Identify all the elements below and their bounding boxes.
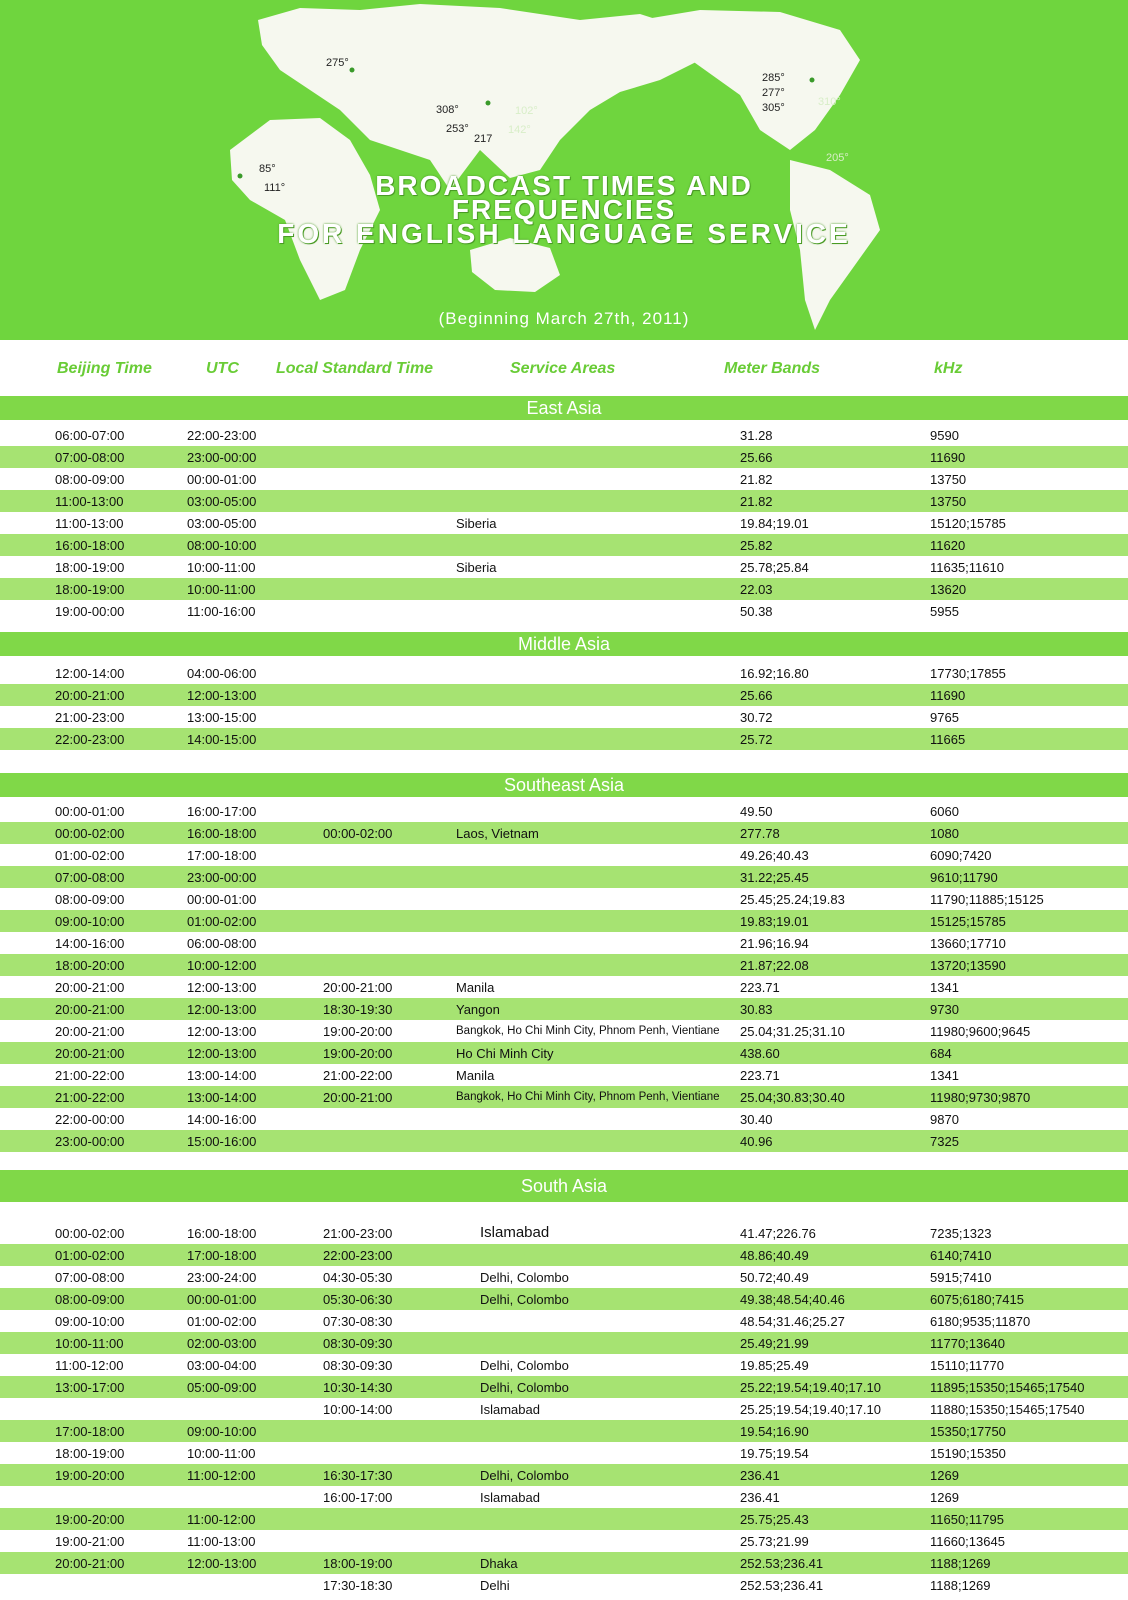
meter-bands-cell: 30.83 <box>740 1002 773 1017</box>
service-area-cell: Islamabad <box>480 1224 550 1241</box>
beijing-time-cell: 23:00-00:00 <box>55 1134 125 1149</box>
khz-cell: 11620 <box>930 538 966 553</box>
table-row <box>0 1398 1128 1420</box>
beijing-time-cell: 09:00-10:00 <box>55 1314 125 1329</box>
khz-cell: 1269 <box>930 1490 959 1505</box>
khz-cell: 13620 <box>930 582 967 597</box>
utc-cell: 03:00-05:00 <box>187 516 257 531</box>
meter-bands-cell: 30.72 <box>740 710 773 725</box>
beijing-time-cell: 22:00-00:00 <box>55 1112 125 1127</box>
service-area-cell: Bangkok, Ho Chi Minh City, Phnom Penh, Vientiane <box>456 1025 720 1037</box>
beijing-time-cell: 20:00-21:00 <box>55 1046 125 1061</box>
utc-cell: 00:00-01:00 <box>187 1292 257 1307</box>
utc-cell: 11:00-13:00 <box>187 1534 256 1549</box>
service-area-cell: Yangon <box>456 1002 500 1017</box>
meter-bands-cell: 25.66 <box>740 450 773 465</box>
map-label: 310° <box>818 96 841 108</box>
khz-cell: 1269 <box>930 1468 959 1483</box>
table-row <box>0 1042 1128 1064</box>
table-row <box>0 424 1128 446</box>
utc-cell: 10:00-11:00 <box>187 560 256 575</box>
beijing-time-cell: 07:00-08:00 <box>55 1270 125 1285</box>
utc-cell: 03:00-04:00 <box>187 1358 257 1373</box>
utc-cell: 04:00-06:00 <box>187 666 257 681</box>
khz-cell: 7325 <box>930 1134 959 1149</box>
map-north-america <box>640 10 860 150</box>
local-time-cell: 00:00-02:00 <box>323 826 393 841</box>
meter-bands-cell: 16.92;16.80 <box>740 666 809 681</box>
meter-bands-cell: 25.45;25.24;19.83 <box>740 892 845 907</box>
meter-bands-cell: 25.04;30.83;30.40 <box>740 1090 845 1105</box>
service-area-cell: Siberia <box>456 516 497 531</box>
khz-cell: 11650;11795 <box>930 1512 1004 1527</box>
beijing-time-cell: 08:00-09:00 <box>55 1292 125 1307</box>
service-area-cell: Delhi, Colombo <box>480 1292 569 1307</box>
utc-cell: 11:00-12:00 <box>187 1512 256 1527</box>
utc-cell: 11:00-16:00 <box>187 604 256 619</box>
khz-cell: 13750 <box>930 472 967 487</box>
utc-cell: 13:00-15:00 <box>187 710 257 725</box>
service-area-cell: Manila <box>456 980 495 995</box>
beijing-time-cell: 11:00-12:00 <box>55 1358 124 1373</box>
beijing-time-cell: 07:00-08:00 <box>55 870 125 885</box>
khz-cell: 1341 <box>930 1068 959 1083</box>
beijing-time-cell: 11:00-13:00 <box>55 494 124 509</box>
beijing-time-cell: 08:00-09:00 <box>55 472 125 487</box>
khz-cell: 11690 <box>930 450 966 465</box>
meter-bands-cell: 21.82 <box>740 472 773 487</box>
beijing-time-cell: 01:00-02:00 <box>55 1248 125 1263</box>
beijing-time-cell: 20:00-21:00 <box>55 980 125 995</box>
beijing-time-cell: 01:00-02:00 <box>55 848 125 863</box>
section-header: Middle Asia <box>0 632 1128 656</box>
meter-bands-cell: 31.28 <box>740 428 773 443</box>
khz-cell: 5955 <box>930 604 959 619</box>
khz-cell: 11895;15350;15465;17540 <box>930 1380 1085 1395</box>
utc-cell: 10:00-12:00 <box>187 958 257 973</box>
table-row <box>0 1574 1128 1596</box>
beijing-time-cell: 21:00-22:00 <box>55 1068 125 1083</box>
utc-cell: 00:00-01:00 <box>187 472 257 487</box>
utc-cell: 11:00-12:00 <box>187 1468 256 1483</box>
meter-bands-cell: 223.71 <box>740 980 780 995</box>
local-time-cell: 22:00-23:00 <box>323 1248 393 1263</box>
beijing-time-cell: 00:00-01:00 <box>55 804 125 819</box>
table-row <box>0 1332 1128 1354</box>
table-row <box>0 1486 1128 1508</box>
table-row <box>0 728 1128 750</box>
service-area-cell: Delhi, Colombo <box>480 1380 569 1395</box>
map-label: 102° <box>515 105 538 117</box>
meter-bands-cell: 277.78 <box>740 826 780 841</box>
khz-cell: 6180;9535;11870 <box>930 1314 1031 1329</box>
khz-cell: 1188;1269 <box>930 1556 991 1571</box>
khz-cell: 684 <box>930 1046 952 1061</box>
beijing-time-cell: 18:00-20:00 <box>55 958 125 973</box>
utc-cell: 12:00-13:00 <box>187 1556 257 1571</box>
meter-bands-cell: 31.22;25.45 <box>740 870 809 885</box>
table-row <box>0 800 1128 822</box>
khz-cell: 11665 <box>930 732 966 747</box>
khz-cell: 15120;15785 <box>930 516 1006 531</box>
utc-cell: 05:00-09:00 <box>187 1380 257 1395</box>
beijing-time-cell: 20:00-21:00 <box>55 1024 125 1039</box>
table-row <box>0 1310 1128 1332</box>
local-time-cell: 04:30-05:30 <box>323 1270 393 1285</box>
beijing-time-cell: 19:00-20:00 <box>55 1468 125 1483</box>
table-row <box>0 1086 1128 1108</box>
khz-cell: 15350;17750 <box>930 1424 1006 1439</box>
khz-cell: 6075;6180;7415 <box>930 1292 1024 1307</box>
table-row <box>0 490 1128 512</box>
service-area-cell: Delhi <box>480 1578 510 1593</box>
beijing-time-cell: 17:00-18:00 <box>55 1424 125 1439</box>
beijing-time-cell: 21:00-23:00 <box>55 710 125 725</box>
khz-cell: 6090;7420 <box>930 848 992 863</box>
beijing-time-cell: 21:00-22:00 <box>55 1090 125 1105</box>
utc-cell: 16:00-17:00 <box>187 804 257 819</box>
table-row <box>0 1508 1128 1530</box>
table-row <box>0 1244 1128 1266</box>
table-row <box>0 1376 1128 1398</box>
title-line-3: FOR ENGLISH LANGUAGE SERVICE <box>277 218 851 249</box>
map-label: 275° <box>326 57 349 69</box>
service-area-cell: Islamabad <box>480 1490 540 1505</box>
table-row <box>0 1354 1128 1376</box>
local-time-cell: 21:00-22:00 <box>323 1068 393 1083</box>
utc-cell: 14:00-16:00 <box>187 1112 257 1127</box>
meter-bands-cell: 252.53;236.41 <box>740 1578 824 1593</box>
table-row <box>0 1552 1128 1574</box>
meter-bands-cell: 48.54;31.46;25.27 <box>740 1314 845 1329</box>
beijing-time-cell: 07:00-08:00 <box>55 450 125 465</box>
utc-cell: 01:00-02:00 <box>187 1314 257 1329</box>
utc-cell: 06:00-08:00 <box>187 936 257 951</box>
utc-cell: 12:00-13:00 <box>187 1002 257 1017</box>
khz-cell: 9610;11790 <box>930 870 998 885</box>
local-time-cell: 18:00-19:00 <box>323 1556 393 1571</box>
beijing-time-cell: 19:00-21:00 <box>55 1534 125 1549</box>
meter-bands-cell: 49.26;40.43 <box>740 848 809 863</box>
meter-bands-cell: 19.85;25.49 <box>740 1358 809 1373</box>
beijing-time-cell: 20:00-21:00 <box>55 1556 125 1571</box>
utc-cell: 23:00-24:00 <box>187 1270 257 1285</box>
meter-bands-cell: 438.60 <box>740 1046 780 1061</box>
khz-cell: 11880;15350;15465;17540 <box>930 1402 1085 1417</box>
khz-cell: 11770;13640 <box>930 1336 1005 1351</box>
khz-cell: 11790;11885;15125 <box>930 892 1044 907</box>
section-header: South Asia <box>0 1170 1128 1202</box>
khz-cell: 1341 <box>930 980 959 995</box>
beijing-time-cell: 00:00-02:00 <box>55 826 125 841</box>
meter-bands-cell: 50.72;40.49 <box>740 1270 809 1285</box>
title-line-2: FREQUENCIES <box>451 194 677 225</box>
khz-cell: 11660;13645 <box>930 1534 1005 1549</box>
utc-cell: 16:00-18:00 <box>187 826 257 841</box>
beijing-time-cell: 12:00-14:00 <box>55 666 125 681</box>
meter-bands-cell: 49.38;48.54;40.46 <box>740 1292 845 1307</box>
map-label: 277° <box>762 87 785 99</box>
service-area-cell: Siberia <box>456 560 497 575</box>
table-row <box>0 932 1128 954</box>
utc-cell: 13:00-14:00 <box>187 1090 257 1105</box>
beijing-time-cell: 13:00-17:00 <box>55 1380 125 1395</box>
table-row <box>0 1464 1128 1486</box>
beijing-time-cell: 20:00-21:00 <box>55 688 125 703</box>
meter-bands-cell: 19.75;19.54 <box>740 1446 809 1461</box>
meter-bands-cell: 252.53;236.41 <box>740 1556 824 1571</box>
table-row <box>0 844 1128 866</box>
service-area-cell: Delhi, Colombo <box>480 1468 569 1483</box>
khz-cell: 15190;15350 <box>930 1446 1006 1461</box>
meter-bands-cell: 236.41 <box>740 1490 780 1505</box>
beijing-time-cell: 14:00-16:00 <box>55 936 125 951</box>
utc-cell: 17:00-18:00 <box>187 1248 257 1263</box>
local-time-cell: 20:00-21:00 <box>323 1090 393 1105</box>
utc-cell: 08:00-10:00 <box>187 538 257 553</box>
table-row <box>0 684 1128 706</box>
local-time-cell: 17:30-18:30 <box>323 1578 393 1593</box>
utc-cell: 03:00-05:00 <box>187 494 257 509</box>
khz-cell: 9590 <box>930 428 959 443</box>
khz-cell: 13660;17710 <box>930 936 1006 951</box>
khz-cell: 15125;15785 <box>930 914 1006 929</box>
beijing-time-cell: 22:00-23:00 <box>55 732 125 747</box>
meter-bands-cell: 25.25;19.54;19.40;17.10 <box>740 1402 881 1417</box>
meter-bands-cell: 19.54;16.90 <box>740 1424 809 1439</box>
local-time-cell: 10:30-14:30 <box>323 1380 393 1395</box>
header-local-standard-time: Local Standard Time <box>276 360 434 377</box>
utc-cell: 00:00-01:00 <box>187 892 257 907</box>
local-time-cell: 07:30-08:30 <box>323 1314 393 1329</box>
map-label: 111° <box>264 182 286 194</box>
table-row <box>0 556 1128 578</box>
beijing-time-cell: 16:00-18:00 <box>55 538 125 553</box>
table-row <box>0 888 1128 910</box>
subtitle: (Beginning March 27th, 2011) <box>438 309 690 328</box>
utc-cell: 17:00-18:00 <box>187 848 257 863</box>
table-row <box>0 1420 1128 1442</box>
meter-bands-cell: 19.84;19.01 <box>740 516 809 531</box>
section-header: Southeast Asia <box>0 773 1128 797</box>
local-time-cell: 08:30-09:30 <box>323 1358 393 1373</box>
meter-bands-cell: 21.82 <box>740 494 773 509</box>
column-headers <box>0 352 1128 386</box>
map-label: 205° <box>826 152 849 164</box>
service-area-cell: Delhi, Colombo <box>480 1358 569 1373</box>
title-line-1: BROADCAST TIMES AND <box>375 170 753 201</box>
service-area-cell: Islamabad <box>480 1402 540 1417</box>
local-time-cell: 10:00-14:00 <box>323 1402 393 1417</box>
local-time-cell: 19:00-20:00 <box>323 1024 393 1039</box>
khz-cell: 11635;11610 <box>930 560 1004 575</box>
utc-cell: 02:00-03:00 <box>187 1336 257 1351</box>
local-time-cell: 08:30-09:30 <box>323 1336 393 1351</box>
table-row <box>0 1222 1128 1244</box>
header-meter-bands: Meter Bands <box>724 360 821 377</box>
table-row <box>0 1288 1128 1310</box>
khz-cell: 15110;11770 <box>930 1358 1004 1373</box>
utc-cell: 22:00-23:00 <box>187 428 257 443</box>
beijing-time-cell: 09:00-10:00 <box>55 914 125 929</box>
map-label: 142° <box>508 124 531 136</box>
map-label: 253° <box>446 123 469 135</box>
table-row <box>0 1108 1128 1130</box>
meter-bands-cell: 41.47;226.76 <box>740 1226 816 1241</box>
banner <box>0 0 1128 340</box>
table-row <box>0 1266 1128 1288</box>
table-row <box>0 600 1128 622</box>
local-time-cell: 16:30-17:30 <box>323 1468 393 1483</box>
utc-cell: 12:00-13:00 <box>187 688 257 703</box>
utc-cell: 15:00-16:00 <box>187 1134 257 1149</box>
meter-bands-cell: 223.71 <box>740 1068 780 1083</box>
header-beijing-time: Beijing Time <box>57 360 152 377</box>
utc-cell: 23:00-00:00 <box>187 870 257 885</box>
map-label: 85° <box>259 163 276 175</box>
meter-bands-cell: 21.87;22.08 <box>740 958 809 973</box>
utc-cell: 16:00-18:00 <box>187 1226 257 1241</box>
utc-cell: 23:00-00:00 <box>187 450 257 465</box>
table-row <box>0 578 1128 600</box>
utc-cell: 12:00-13:00 <box>187 1024 257 1039</box>
utc-cell: 09:00-10:00 <box>187 1424 257 1439</box>
khz-cell: 6140;7410 <box>930 1248 992 1263</box>
local-time-cell: 05:30-06:30 <box>323 1292 393 1307</box>
meter-bands-cell: 25.82 <box>740 538 773 553</box>
table-row <box>0 534 1128 556</box>
khz-cell: 11980;9600;9645 <box>930 1024 1031 1039</box>
meter-bands-cell: 49.50 <box>740 804 773 819</box>
meter-bands-cell: 25.75;25.43 <box>740 1512 809 1527</box>
map-label: 285° <box>762 72 785 84</box>
beijing-time-cell: 00:00-02:00 <box>55 1226 125 1241</box>
khz-cell: 17730;17855 <box>930 666 1006 681</box>
utc-cell: 13:00-14:00 <box>187 1068 257 1083</box>
header-utc: UTC <box>206 360 239 377</box>
section-header: East Asia <box>0 396 1128 420</box>
khz-cell: 11980;9730;9870 <box>930 1090 1031 1105</box>
utc-cell: 12:00-13:00 <box>187 980 257 995</box>
beijing-time-cell: 19:00-00:00 <box>55 604 125 619</box>
table-row <box>0 512 1128 534</box>
meter-bands-cell: 25.73;21.99 <box>740 1534 809 1549</box>
meter-bands-cell: 22.03 <box>740 582 773 597</box>
khz-cell: 5915;7410 <box>930 1270 992 1285</box>
utc-cell: 01:00-02:00 <box>187 914 257 929</box>
table-row <box>0 910 1128 932</box>
khz-cell: 7235;1323 <box>930 1226 992 1241</box>
khz-cell: 11690 <box>930 688 966 703</box>
beijing-time-cell: 06:00-07:00 <box>55 428 125 443</box>
header-service-areas: Service Areas <box>510 360 616 377</box>
meter-bands-cell: 48.86;40.49 <box>740 1248 809 1263</box>
utc-cell: 12:00-13:00 <box>187 1046 257 1061</box>
khz-cell: 9765 <box>930 710 959 725</box>
khz-cell: 9870 <box>930 1112 959 1127</box>
service-area-cell: Manila <box>456 1068 495 1083</box>
local-time-cell: 21:00-23:00 <box>323 1226 393 1241</box>
khz-cell: 9730 <box>930 1002 959 1017</box>
map-label: 305° <box>762 102 785 114</box>
beijing-time-cell: 18:00-19:00 <box>55 560 125 575</box>
service-area-cell: Dhaka <box>480 1556 518 1571</box>
meter-bands-cell: 30.40 <box>740 1112 773 1127</box>
local-time-cell: 18:30-19:30 <box>323 1002 393 1017</box>
table-row <box>0 1442 1128 1464</box>
beijing-time-cell: 20:00-21:00 <box>55 1002 125 1017</box>
table-row <box>0 1064 1128 1086</box>
table-row <box>0 954 1128 976</box>
khz-cell: 1080 <box>930 826 959 841</box>
khz-cell: 6060 <box>930 804 959 819</box>
local-time-cell: 19:00-20:00 <box>323 1046 393 1061</box>
beijing-time-cell: 18:00-19:00 <box>55 582 125 597</box>
meter-bands-cell: 21.96;16.94 <box>740 936 809 951</box>
meter-bands-cell: 50.38 <box>740 604 773 619</box>
khz-cell: 13720;13590 <box>930 958 1006 973</box>
table-row <box>0 1130 1128 1152</box>
meter-bands-cell: 25.49;21.99 <box>740 1336 809 1351</box>
meter-bands-cell: 236.41 <box>740 1468 780 1483</box>
beijing-time-cell: 11:00-13:00 <box>55 516 124 531</box>
meter-bands-cell: 25.72 <box>740 732 773 747</box>
beijing-time-cell: 08:00-09:00 <box>55 892 125 907</box>
beijing-time-cell: 18:00-19:00 <box>55 1446 125 1461</box>
local-time-cell: 20:00-21:00 <box>323 980 393 995</box>
map-label: 217 <box>474 133 493 145</box>
meter-bands-cell: 19.83;19.01 <box>740 914 809 929</box>
khz-cell: 1188;1269 <box>930 1578 991 1593</box>
service-area-cell: Bangkok, Ho Chi Minh City, Phnom Penh, Vientiane <box>456 1091 720 1103</box>
table-row <box>0 1020 1128 1042</box>
service-area-cell: Laos, Vietnam <box>456 826 539 841</box>
table-row <box>0 822 1128 844</box>
utc-cell: 10:00-11:00 <box>187 582 256 597</box>
beijing-time-cell: 19:00-20:00 <box>55 1512 125 1527</box>
meter-bands-cell: 25.66 <box>740 688 773 703</box>
meter-bands-cell: 25.04;31.25;31.10 <box>740 1024 845 1039</box>
table-row <box>0 706 1128 728</box>
khz-cell: 13750 <box>930 494 967 509</box>
table-row <box>0 866 1128 888</box>
meter-bands-cell: 25.22;19.54;19.40;17.10 <box>740 1380 881 1395</box>
table-row <box>0 468 1128 490</box>
table-row <box>0 662 1128 684</box>
service-area-cell: Delhi, Colombo <box>480 1270 569 1285</box>
header-khz: kHz <box>934 360 963 377</box>
utc-cell: 14:00-15:00 <box>187 732 257 747</box>
meter-bands-cell: 25.78;25.84 <box>740 560 809 575</box>
table-row <box>0 998 1128 1020</box>
utc-cell: 10:00-11:00 <box>187 1446 256 1461</box>
beijing-time-cell: 10:00-11:00 <box>55 1336 124 1351</box>
service-area-cell: Ho Chi Minh City <box>456 1046 554 1061</box>
table-row <box>0 976 1128 998</box>
map-label: 308° <box>436 104 459 116</box>
table-row <box>0 446 1128 468</box>
meter-bands-cell: 40.96 <box>740 1134 773 1149</box>
table-row <box>0 1530 1128 1552</box>
local-time-cell: 16:00-17:00 <box>323 1490 393 1505</box>
